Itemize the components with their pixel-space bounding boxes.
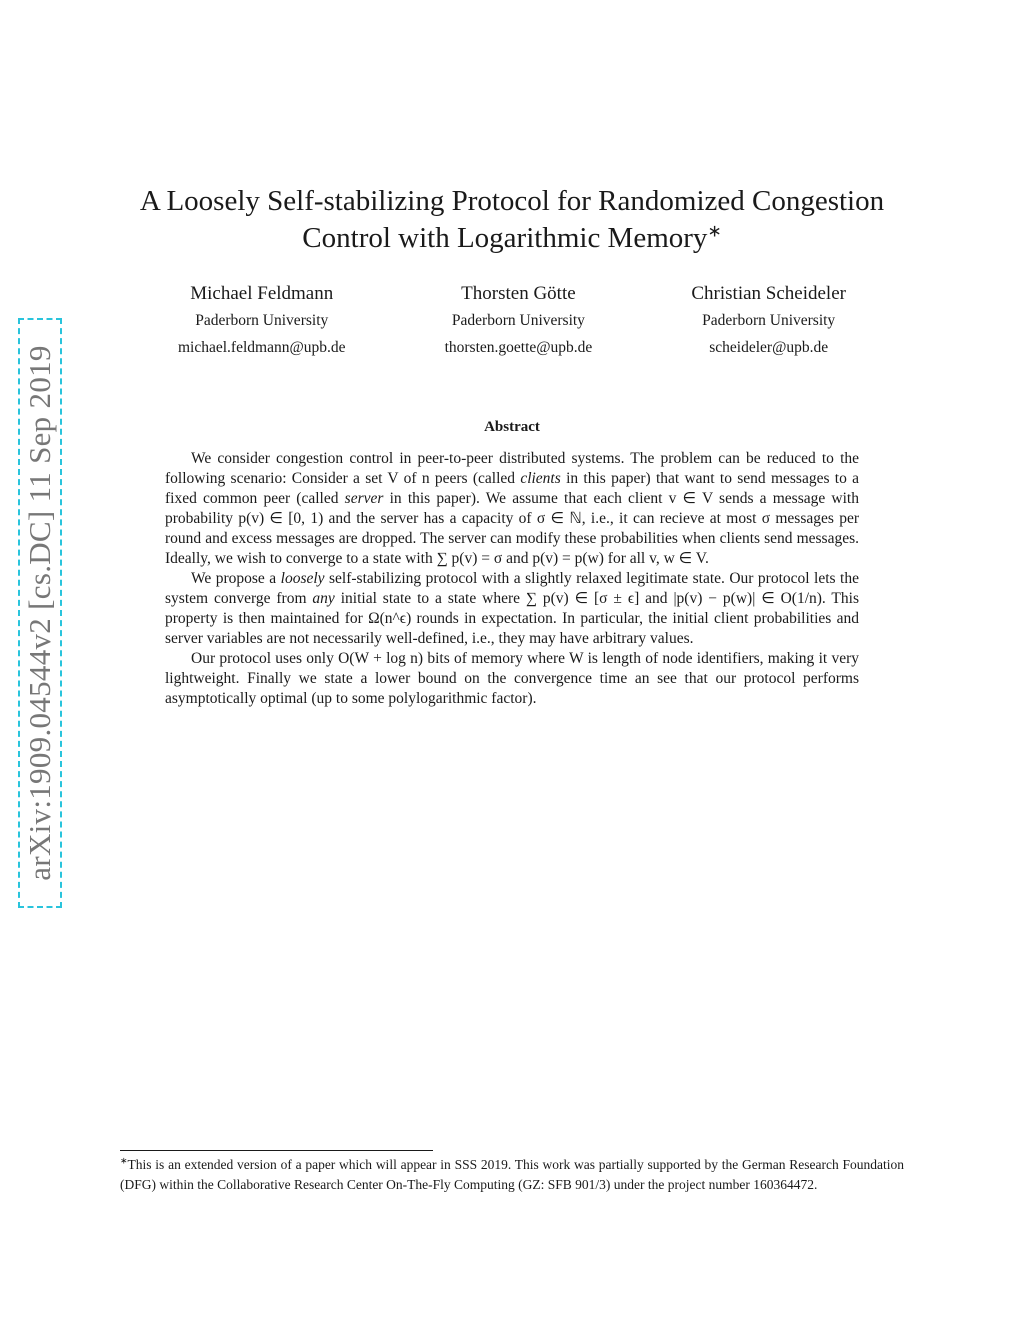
author-email: michael.feldmann@upb.de — [178, 339, 346, 356]
abstract-p1-term-server: server — [344, 490, 384, 507]
author-affiliation: Paderborn University — [195, 312, 329, 329]
author-name: Thorsten Götte — [461, 283, 576, 304]
paper-title — [120, 183, 904, 257]
author-name: Michael Feldmann — [190, 283, 334, 304]
author-3 — [691, 282, 846, 360]
author-2 — [445, 282, 593, 360]
footnote-rule — [120, 1150, 433, 1151]
abstract-p1-term-clients: clients — [520, 470, 561, 487]
abstract-heading: Abstract — [484, 419, 540, 435]
abstract-body — [165, 449, 859, 709]
arxiv-stamp — [18, 318, 62, 908]
title-line-1: A Loosely Self-stabilizing Protocol for Randomized Congestion — [139, 185, 885, 217]
abstract-paragraph-3: Our protocol uses only O(W + log n) bits of memory where W is length of node identifiers, making it very lightweight. Finally we state a lower bound on the convergence time an see that our protocol performs asymptotically optimal (up to some polylogarithmic factor). — [165, 650, 859, 707]
author-list — [178, 282, 846, 360]
arxiv-identifier: arXiv:1909.04544v2 [cs.DC] 11 Sep 2019 — [22, 345, 57, 881]
abstract-p2-text-a: We propose a — [191, 570, 281, 587]
author-email: scheideler@upb.de — [709, 339, 829, 356]
footnote-text: This is an extended version of a paper which will appear in SSS 2019. This work was partially supported by the German Research Foundation (DFG) within the Collaborative Research Center On-The-Fly Computing (GZ: SFB 901/3) under the project number 160364472. — [120, 1157, 904, 1192]
author-affiliation: Paderborn University — [702, 312, 836, 329]
abstract-paragraph-1 — [165, 449, 859, 569]
title-line-2-text: Control with Logarithmic Memory — [302, 222, 708, 254]
author-email: thorsten.goette@upb.de — [444, 339, 593, 356]
abstract-paragraph-2 — [165, 569, 859, 649]
abstract-p1-text-b: in this paper) that want to send messages to a fixed common peer (called — [165, 470, 859, 507]
title-line-2 — [120, 220, 904, 257]
abstract-p2-term-any: any — [312, 590, 335, 607]
abstract-p1-text-c: in this paper). We assume that each client v ∈ V sends a message with probability p(v) ∈ [0, 1) and the server has a capacity of σ ∈ ℕ, i.e., it can recieve at most σ messages per round and excess messages are dropped. The server can modify these probabilities when clients send messages. Ideally, we wish to converge to a state with ∑ p(v) = σ and p(v) = p(w) for all v, w ∈ V. — [165, 490, 859, 567]
abstract-p1-text-a: We consider congestion control in peer-to-peer distributed systems. The problem can be reduced to the following scenario: Consider a set V of n peers (called — [165, 450, 859, 487]
footnote-marker: ∗ — [120, 1155, 128, 1166]
author-affiliation: Paderborn University — [451, 312, 585, 329]
title-footnote-marker: ∗ — [707, 221, 722, 241]
author-1 — [178, 282, 346, 360]
author-name: Christian Scheideler — [691, 283, 846, 304]
footnote — [120, 1155, 904, 1194]
abstract-p2-term-loosely: loosely — [280, 570, 325, 587]
abstract-p2-text-b: self-stabilizing protocol with a slightly relaxed legitimate state. Our protocol lets the system converge from — [165, 570, 859, 607]
abstract-p2-text-c: initial state to a state where ∑ p(v) ∈ [σ ± ϵ] and |p(v) − p(w)| ∈ O(1/n). This property is then maintained for Ω(n^ϵ) rounds in expectation. In particular, the initial client probabilities and server variables are not necessarily well-defined, i.e., they may have arbitrary values. — [165, 590, 859, 647]
